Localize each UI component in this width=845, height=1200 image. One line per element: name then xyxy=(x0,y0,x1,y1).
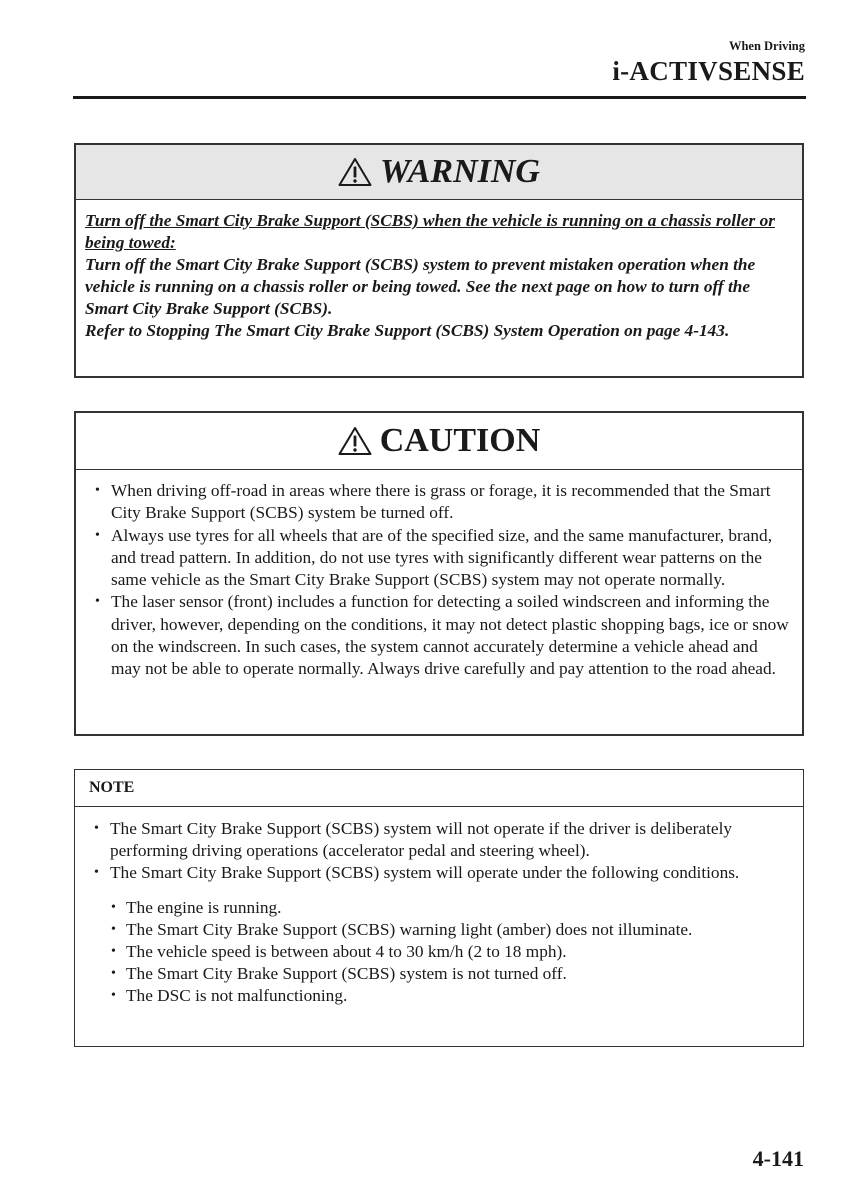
caution-box xyxy=(74,411,804,736)
page-number: 4-141 xyxy=(752,1146,804,1171)
warning-header xyxy=(76,145,802,200)
list-item: • The engine is running. xyxy=(85,897,791,919)
list-item: • The Smart City Brake Support (SCBS) warning light (amber) does not illuminate. xyxy=(85,919,791,941)
conditions-list xyxy=(85,897,791,1007)
list-item: • The Smart City Brake Support (SCBS) system is not turned off. xyxy=(85,963,791,985)
list-item: • Always use tyres for all wheels that are of the specified size, and the same manufacturer, brand, and tread pattern. In addition, do not use tyres with significantly different wear patterns on the same vehicle as the Smart City Brake Support (SCBS) system may not operate normally. xyxy=(86,525,790,592)
warning-body xyxy=(76,200,802,342)
warning-box xyxy=(74,143,804,378)
caution-header xyxy=(76,413,802,470)
caution-body xyxy=(76,470,802,681)
warning-title: WARNING xyxy=(380,153,540,190)
section-title: When Driving xyxy=(728,39,805,53)
note-list xyxy=(85,818,791,884)
warning-reference: Refer to Stopping The Smart City Brake Support (SCBS) System Operation on page 4-143. xyxy=(85,321,730,340)
list-item: • The Smart City Brake Support (SCBS) system will operate under the following conditions. xyxy=(85,862,791,884)
list-item: • The vehicle speed is between about 4 to 30 km/h (2 to 18 mph). xyxy=(85,941,791,963)
caution-list xyxy=(86,480,790,681)
note-title: NOTE xyxy=(75,770,803,807)
list-item: • The DSC is not malfunctioning. xyxy=(85,985,791,1007)
warning-paragraph: Turn off the Smart City Brake Support (SCBS) system to prevent mistaken operation when the vehicle is running on a chassis roller or being towed. See the next page on how to turn off the Smart City Brake Support (SCBS). xyxy=(85,255,756,318)
chapter-title: i-ACTIVSENSE xyxy=(612,56,805,86)
list-item: • The Smart City Brake Support (SCBS) system will not operate if the driver is deliberately performing driving operations (accelerator pedal and steering wheel). xyxy=(85,818,791,862)
warning-subhead: Turn off the Smart City Brake Support (SCBS) when the vehicle is running on a chassis roller or being towed: xyxy=(85,211,775,252)
caution-title: CAUTION xyxy=(379,422,541,459)
list-item: • The laser sensor (front) includes a function for detecting a soiled windscreen and informing the driver, however, depending on the conditions, it may not detect plastic shopping bags, ice or snow on the windscreen. In such cases, the system cannot accurately determine a vehicle ahead and may not be able to operate normally. Always drive carefully and pay attention to the road ahead. xyxy=(86,591,790,680)
note-body xyxy=(75,807,803,1007)
warning-triangle-icon xyxy=(338,426,372,456)
note-box xyxy=(74,769,804,1047)
list-item: • When driving off-road in areas where there is grass or forage, it is recommended that the Smart City Brake Support (SCBS) system be turned off. xyxy=(86,480,790,525)
page-header xyxy=(612,38,805,88)
header-rule xyxy=(73,96,806,99)
warning-triangle-icon xyxy=(338,157,372,187)
